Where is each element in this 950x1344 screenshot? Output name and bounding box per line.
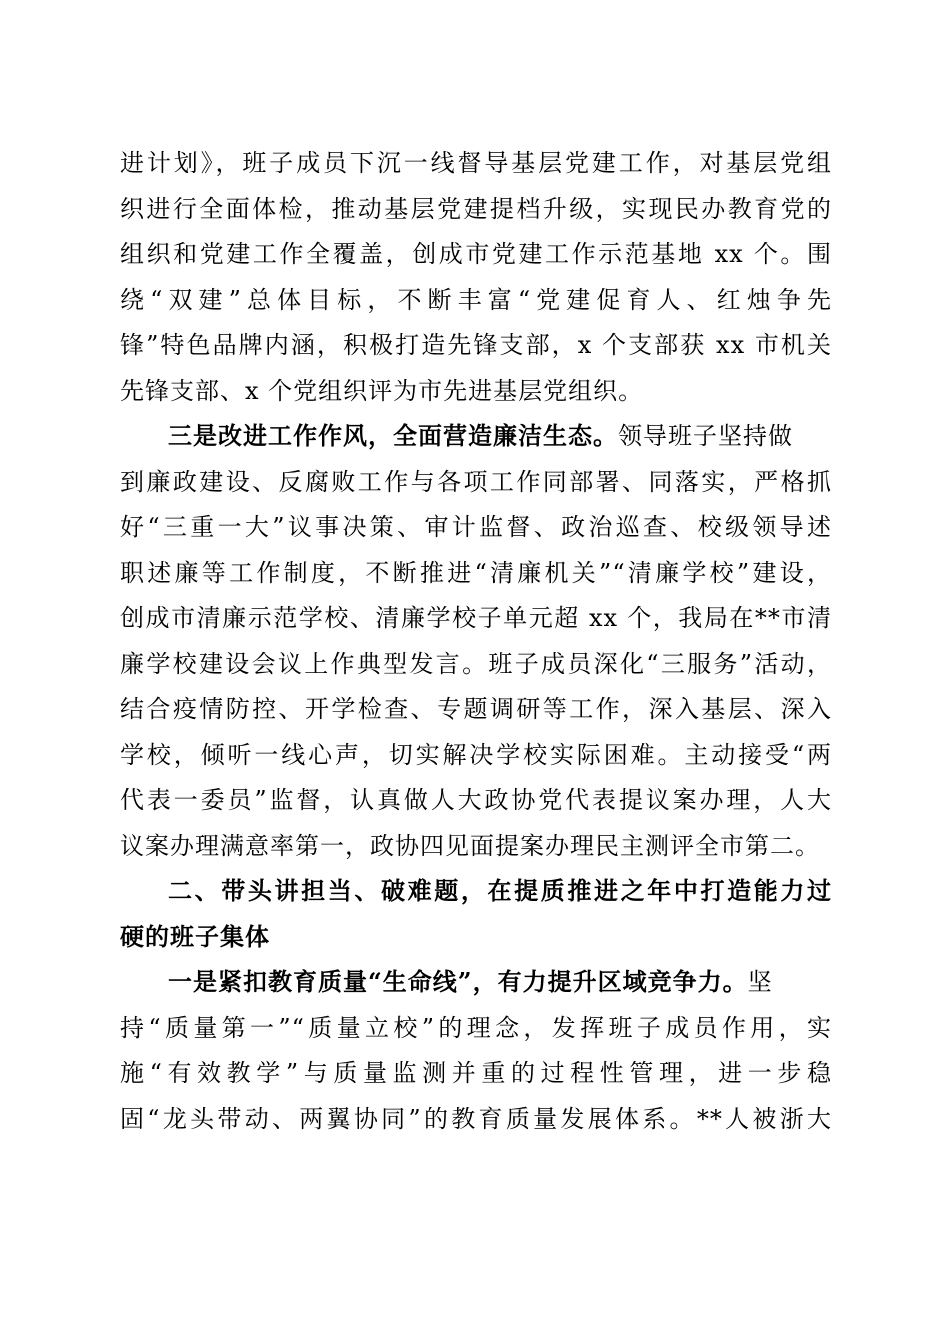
body-line: 廉学校建设会议上作典型发言。班子成员深化“三服务”活动， (120, 650, 832, 678)
body-line: 固“龙头带动、两翼协同”的教育质量发展体系。**人被浙大 (120, 1105, 832, 1133)
subsection-heading: 一是紧扣教育质量“生命线”，有力提升区域竞争力。 (168, 967, 748, 996)
body-line: 持“质量第一”“质量立校”的理念，发挥班子成员作用，实 (120, 1014, 832, 1042)
section-paragraph-start (168, 418, 793, 454)
body-line: 织进行全面体检，推动基层党建提档升级，实现民办教育党的 (120, 195, 832, 223)
body-line: 议案办理满意率第一，政协四见面提案办理民主测评全市第二。 (120, 832, 820, 860)
body-line: 进计划》，班子成员下沉一线督导基层党建工作，对基层党组 (120, 149, 832, 177)
body-line: 锋”特色品牌内涵，积极打造先锋支部，x 个支部获 xx 市机关 (120, 331, 832, 359)
body-line: 结合疫情防控、开学检查、专题调研等工作，深入基层、深入 (120, 695, 832, 723)
body-line: 到廉政建设、反腐败工作与各项工作同部署、同落实，严格抓 (120, 468, 832, 496)
body-line: 组织和党建工作全覆盖，创成市党建工作示范基地 xx 个。围 (120, 240, 832, 268)
section-heading: 二、带头讲担当、破难题，在提质推进之年中打造能力过 (168, 876, 832, 905)
body-text: 领导班子坚持做 (618, 422, 793, 450)
body-line: 职述廉等工作制度，不断推进“清廉机关”“清廉学校”建设， (120, 559, 832, 587)
body-line: 先锋支部、x 个党组织评为市先进基层党组织。 (120, 377, 644, 405)
body-line: 绕“双建”总体目标，不断丰富“党建促育人、红烛争先 (120, 286, 832, 314)
body-line: 施“有效教学”与质量监测并重的过程性管理，进一步稳 (120, 1059, 832, 1087)
section-heading-continued: 硬的班子集体 (120, 922, 270, 951)
body-line: 创成市清廉示范学校、清廉学校子单元超 xx 个，我局在**市清 (120, 604, 832, 632)
section-paragraph-start (168, 964, 773, 1000)
body-line: 好“三重一大”议事决策、审计监督、政治巡查、校级领导述 (120, 513, 832, 541)
subsection-heading: 三是改进工作作风，全面营造廉洁生态。 (168, 421, 618, 450)
body-line: 学校，倾听一线心声，切实解决学校实际困难。主动接受“两 (120, 741, 832, 769)
body-text: 坚 (747, 968, 773, 996)
body-line: 代表一委员”监督，认真做人大政协党代表提议案办理，人大 (120, 786, 832, 814)
